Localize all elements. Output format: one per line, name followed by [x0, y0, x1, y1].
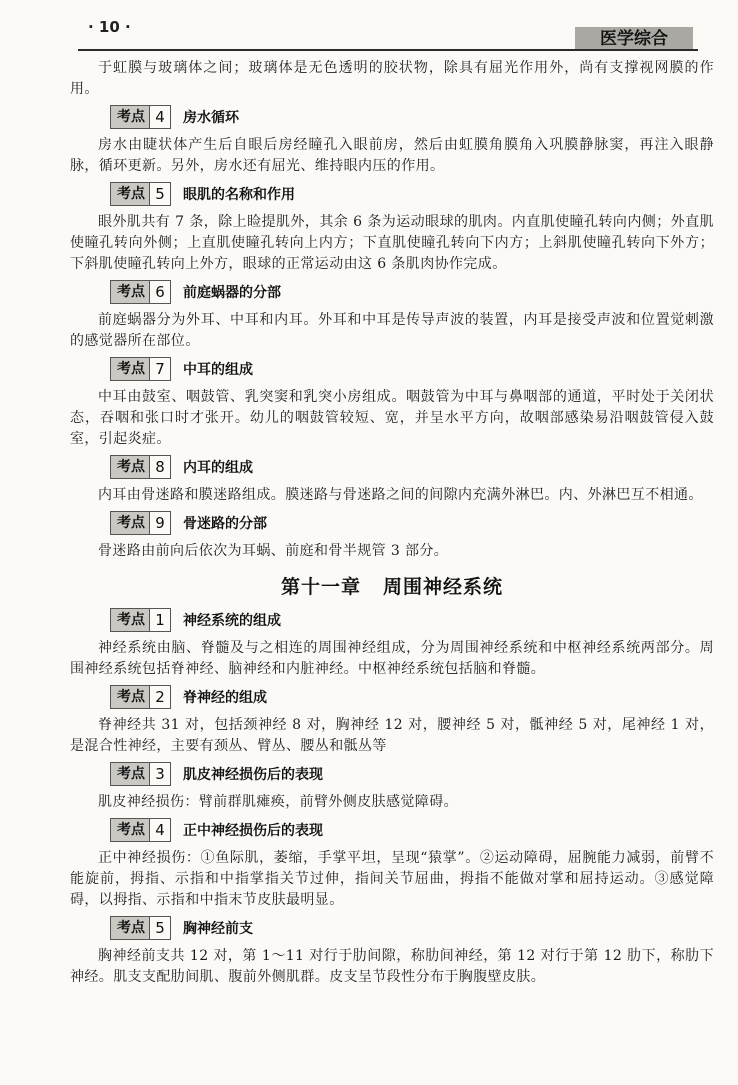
body-paragraph: 眼外肌共有 7 条，除上睑提肌外，其余 6 条为运动眼球的肌肉。内直肌使瞳孔转向内侧；外直肌使瞳孔转向外侧；上直肌使瞳孔转向上内方；下直肌使瞳孔转向下内方；上斜肌使瞳孔转向下外方；下斜肌使瞳孔转向上外方，眼球的正常运动由这 6 条肌肉协作完成。	[70, 214, 714, 272]
page-number: · 10 ·	[88, 18, 131, 36]
body-paragraph: 房水由睫状体产生后自眼后房经瞳孔入眼前房，然后由虹膜角膜角入巩膜静脉窦，再注入眼静脉，循环更新。另外，房水还有屈光、维持眼内压的作用。	[70, 137, 714, 174]
kaodian-body	[70, 792, 714, 813]
kaodian-heading	[110, 104, 714, 130]
kaodian-heading	[110, 454, 714, 480]
kaodian-body	[70, 946, 714, 988]
kaodian-title: 肌皮神经损伤后的表现	[183, 767, 323, 783]
kaodian-badge	[110, 608, 171, 632]
kaodian-number: 4	[149, 106, 170, 128]
kaodian-body	[70, 541, 714, 562]
body-paragraph: 前庭蜗器分为外耳、中耳和内耳。外耳和中耳是传导声波的装置，内耳是接受声波和位置觉刺激的感觉器所在部位。	[70, 312, 714, 349]
kaodian-label: 考点	[117, 361, 145, 377]
kaodian-number: 5	[149, 183, 170, 205]
kaodian-body	[70, 638, 714, 680]
kaodian-label: 考点	[117, 109, 145, 125]
kaodian-body	[70, 848, 714, 911]
kaodian-badge	[110, 685, 171, 709]
kaodian-label: 考点	[117, 689, 145, 705]
sections-before-chapter	[70, 104, 714, 562]
body-paragraph: 肌皮神经损伤：臂前群肌瘫痪，前臂外侧皮肤感觉障碍。	[98, 794, 458, 810]
kaodian-badge	[110, 280, 171, 304]
kaodian-number: 2	[149, 686, 170, 708]
kaodian-number: 7	[149, 358, 170, 380]
kaodian-body	[70, 135, 714, 177]
body-paragraph: 胸神经前支共 12 对，第 1～11 对行于肋间隙，称肋间神经，第 12 对行于第 12 肋下，称肋下神经。肌支支配肋间肌、腹前外侧肌群。皮支呈节段性分布于胸腹壁皮肤。	[70, 948, 714, 985]
kaodian-label: 考点	[117, 766, 145, 782]
kaodian-number: 1	[149, 609, 170, 631]
kaodian-body	[70, 212, 714, 275]
kaodian-number: 5	[149, 917, 170, 939]
kaodian-label: 考点	[117, 284, 145, 300]
subject-tab: 医学综合	[575, 27, 693, 51]
body-paragraph: 骨迷路由前向后依次为耳蜗、前庭和骨半规管 3 部分。	[98, 543, 449, 559]
kaodian-badge	[110, 511, 171, 535]
kaodian-body	[70, 310, 714, 352]
kaodian-badge	[110, 105, 171, 129]
kaodian-title: 脊神经的组成	[183, 690, 267, 706]
body-paragraph: 正中神经损伤：①鱼际肌，萎缩，手掌平坦，呈现“猿掌”。②运动障碍，屈腕能力减弱，前臂不能旋前，拇指、示指和中指掌指关节过伸，指间关节屈曲，拇指不能做对掌和屈持运动。③感觉障碍，以拇指、示指和中指末节皮肤最明显。	[70, 850, 714, 908]
kaodian-heading	[110, 510, 714, 536]
kaodian-body	[70, 715, 714, 757]
intro-paragraph: 于虹膜与玻璃体之间；玻璃体是无色透明的胶状物，除具有屈光作用外，尚有支撑视网膜的作用。	[70, 60, 714, 97]
kaodian-heading	[110, 279, 714, 305]
kaodian-number: 3	[149, 763, 170, 785]
body-paragraph: 中耳由鼓室、咽鼓管、乳突窦和乳突小房组成。咽鼓管为中耳与鼻咽部的通道，平时处于关闭状态，吞咽和张口时才张开。幼儿的咽鼓管较短、宽，并呈水平方向，故咽部感染易沿咽鼓管侵入鼓室，引起炎症。	[70, 389, 714, 447]
page-content	[70, 58, 714, 990]
kaodian-heading	[110, 817, 714, 843]
kaodian-badge	[110, 182, 171, 206]
kaodian-heading	[110, 607, 714, 633]
body-paragraph: 脊神经共 31 对，包括颈神经 8 对，胸神经 12 对，腰神经 5 对，骶神经 5 对，尾神经 1 对，是混合性神经，主要有颈丛、臂丛、腰丛和骶丛等	[70, 717, 714, 754]
kaodian-heading	[110, 761, 714, 787]
body-paragraph: 神经系统由脑、脊髓及与之相连的周围神经组成，分为周围神经系统和中枢神经系统两部分。周围神经系统包括脊神经、脑神经和内脏神经。中枢神经系统包括脑和脊髓。	[70, 640, 714, 677]
kaodian-label: 考点	[117, 612, 145, 628]
kaodian-label: 考点	[117, 459, 145, 475]
kaodian-number: 9	[149, 512, 170, 534]
sections-after-chapter	[70, 607, 714, 988]
kaodian-body	[70, 387, 714, 450]
kaodian-number: 4	[149, 819, 170, 841]
kaodian-label: 考点	[117, 515, 145, 531]
kaodian-label: 考点	[117, 920, 145, 936]
kaodian-title: 中耳的组成	[183, 362, 253, 378]
kaodian-label: 考点	[117, 822, 145, 838]
page-header	[0, 0, 738, 56]
kaodian-heading	[110, 684, 714, 710]
chapter-title: 周围神经系统	[383, 576, 504, 598]
kaodian-title: 房水循环	[183, 110, 239, 126]
kaodian-number: 8	[149, 456, 170, 478]
kaodian-body	[70, 485, 714, 506]
kaodian-heading	[110, 356, 714, 382]
kaodian-title: 内耳的组成	[183, 460, 253, 476]
intro-section	[70, 58, 714, 100]
kaodian-badge	[110, 818, 171, 842]
header-rule	[78, 49, 698, 51]
kaodian-title: 前庭蜗器的分部	[183, 285, 281, 301]
kaodian-title: 骨迷路的分部	[183, 516, 267, 532]
kaodian-heading	[110, 181, 714, 207]
kaodian-badge	[110, 916, 171, 940]
kaodian-badge	[110, 357, 171, 381]
kaodian-badge	[110, 762, 171, 786]
body-paragraph: 内耳由骨迷路和膜迷路组成。膜迷路与骨迷路之间的间隙内充满外淋巴。内、外淋巴互不相通。	[98, 487, 703, 503]
chapter-number: 第十一章	[280, 576, 361, 598]
chapter-heading	[70, 572, 714, 599]
kaodian-title: 正中神经损伤后的表现	[183, 823, 323, 839]
kaodian-title: 胸神经前支	[183, 921, 253, 937]
kaodian-badge	[110, 455, 171, 479]
kaodian-title: 眼肌的名称和作用	[183, 187, 295, 203]
kaodian-heading	[110, 915, 714, 941]
kaodian-number: 6	[149, 281, 170, 303]
kaodian-title: 神经系统的组成	[183, 613, 281, 629]
kaodian-label: 考点	[117, 186, 145, 202]
